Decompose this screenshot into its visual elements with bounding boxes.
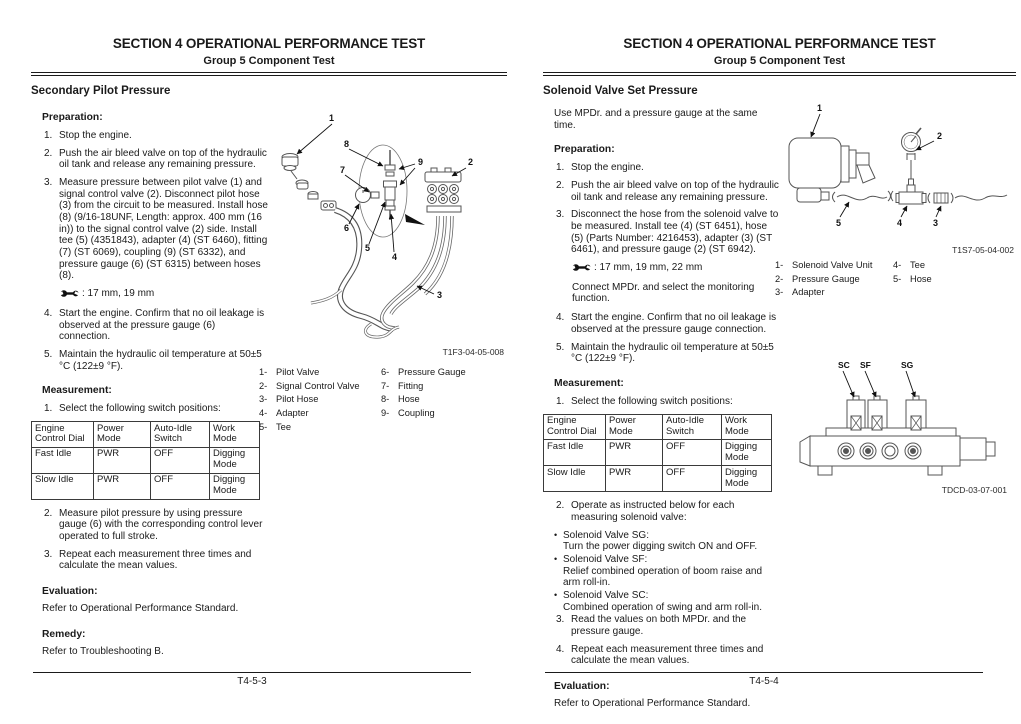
- legend-label: Hose: [398, 394, 420, 405]
- callout-4: 4: [897, 218, 903, 228]
- callout-6: 6: [344, 223, 350, 233]
- bullet-text: Combined operation of swing and arm roll-in.: [563, 601, 762, 613]
- column-header: Power Mode: [94, 422, 151, 448]
- step-number: 2.: [556, 179, 565, 191]
- table-cell: Digging Mode: [210, 447, 260, 473]
- column-header: Auto-Idle Switch: [151, 422, 210, 448]
- callout-1: 1: [329, 113, 335, 123]
- step-text: Measure pressure between pilot valve (1) and signal control valve (2). Disconnect pilot hose (3) from the circuit to be measured. Install hose (8) (9/16-18UNF, Length: approx. 400 mm (16 in)) to the signal control valve (2) side. Install tee (5) (4351843), adapter (4) (ST 6460), fitting (7) (ST 6069), coupling (9) (ST 6332), and pressure gauge (6) (ST 6315) between hoses (8).: [59, 176, 268, 282]
- connect-note: Connect MPDr. and select the monitoring function.: [572, 281, 755, 305]
- header-rule: [31, 72, 507, 76]
- measurement-step: [44, 403, 269, 415]
- step-number: 4.: [556, 643, 565, 655]
- footer-rule: [545, 672, 983, 673]
- preparation-heading: Preparation:: [42, 111, 103, 123]
- evaluation-heading: Evaluation:: [42, 585, 98, 597]
- table-row: [544, 466, 772, 492]
- measurement-step: [556, 500, 781, 523]
- table-cell: Digging Mode: [722, 440, 772, 466]
- solenoid-bullet: [554, 590, 781, 613]
- legend-label: Adapter: [792, 287, 825, 298]
- measurement-step: [556, 614, 781, 637]
- step-text: Push the air bleed valve on top of the hydraulic oil tank and release any remaining pressure.: [571, 179, 779, 203]
- legend-item: [381, 367, 466, 378]
- table-cell: Digging Mode: [722, 466, 772, 492]
- figure-code: TDCD-03-07-001: [941, 485, 1007, 495]
- remedy-heading: Remedy:: [42, 628, 86, 640]
- legend-label: Pressure Gauge: [792, 273, 860, 284]
- measurement-heading: Measurement:: [42, 385, 112, 397]
- tool-size-text: : 17 mm, 19 mm: [82, 288, 155, 300]
- evaluation-text: Refer to Operational Performance Standard.: [554, 698, 751, 710]
- figure-legend: [253, 367, 507, 435]
- page-subtitle: Group 5 Component Test: [203, 55, 335, 67]
- figure-legend: [775, 260, 1017, 301]
- table-header-row: [544, 414, 772, 440]
- column-header: Work Mode: [722, 414, 772, 440]
- legend-number: 3-: [259, 394, 268, 405]
- legend-item: [381, 394, 466, 405]
- prep-step: [556, 180, 781, 203]
- page-subtitle: Group 5 Component Test: [713, 55, 846, 67]
- prep-step: [44, 130, 269, 142]
- callout-2: 2: [468, 157, 474, 167]
- callout-5: 5: [365, 243, 371, 253]
- measurement-step: [556, 396, 781, 408]
- prep-step: [44, 349, 269, 372]
- column-header: Power Mode: [606, 414, 663, 440]
- legend-item: [381, 381, 466, 392]
- legend-number: 1-: [775, 260, 784, 270]
- legend-number: 6-: [381, 367, 390, 377]
- page-title: SECTION 4 OPERATIONAL PERFORMANCE TEST: [112, 36, 426, 51]
- step-number: 1.: [556, 395, 565, 407]
- callout-2: 2: [937, 131, 943, 141]
- legend-number: 2-: [259, 380, 268, 391]
- table-header-row: [32, 422, 260, 448]
- legend-number: 1-: [259, 367, 268, 377]
- lead-note: Use MPDr. and a pressure gauge at the same time.: [554, 107, 758, 131]
- step-text: Start the engine. Confirm that no oil leakage is observed at the pressure gauge connection.: [571, 312, 777, 335]
- measurement-step: [44, 508, 269, 543]
- pilot-pressure-diagram: [253, 98, 503, 340]
- prep-step: [556, 209, 781, 256]
- legend-item: [259, 422, 381, 433]
- prep-step: [556, 162, 781, 174]
- pilot-pressure-figure: [253, 98, 507, 435]
- step-text: Stop the engine.: [59, 129, 132, 141]
- page-left: [31, 0, 507, 724]
- table-cell: Fast Idle: [32, 447, 94, 473]
- column-header: Work Mode: [210, 422, 260, 448]
- table-cell: Fast Idle: [544, 440, 606, 466]
- legend-label: Fitting: [398, 380, 424, 391]
- footer-rule: [33, 672, 471, 673]
- callout-5: 5: [836, 218, 842, 228]
- legend-item: [381, 408, 466, 419]
- solenoid-bullet: [554, 554, 781, 589]
- evaluation-text: Refer to Operational Performance Standard.: [42, 603, 239, 615]
- prep-step: [44, 308, 269, 343]
- callout-3: 3: [437, 290, 443, 300]
- legend-label: Solenoid Valve Unit: [792, 260, 873, 270]
- callout-1: 1: [817, 103, 823, 113]
- bullet-title: Solenoid Valve SG:: [563, 529, 649, 541]
- callout-4: 4: [392, 252, 398, 262]
- step-number: 1.: [44, 129, 53, 141]
- step-number: 3.: [44, 548, 53, 560]
- step-number: 4.: [44, 307, 53, 319]
- bullet-marker: [554, 590, 563, 613]
- legend-number: 5-: [893, 273, 902, 284]
- step-text: Start the engine. Confirm that no oil leakage is observed at the pressure gauge (6) connection.: [59, 307, 265, 343]
- step-text: Push the air bleed valve on top of the hydraulic oil tank and release any remaining pressure.: [59, 147, 267, 171]
- table-cell: OFF: [151, 473, 210, 499]
- legend-item: [259, 367, 381, 378]
- legend-column: [381, 367, 466, 435]
- solenoid-hookup-diagram: [775, 98, 1015, 238]
- legend-item: [259, 381, 381, 392]
- legend-column: [259, 367, 381, 435]
- solenoid-manifold-figure: [798, 350, 1010, 495]
- table-cell: PWR: [94, 473, 151, 499]
- column-header: Engine Control Dial: [32, 422, 94, 448]
- legend-item: [893, 260, 932, 271]
- wrench-icon: [572, 262, 591, 273]
- header-rule: [543, 72, 1016, 76]
- bullet-title: Solenoid Valve SF:: [563, 553, 648, 565]
- table-cell: Digging Mode: [210, 473, 260, 499]
- legend-label: Tee: [276, 421, 291, 432]
- step-number: 3.: [44, 176, 53, 188]
- step-text: Repeat each measurement three times and calculate the mean values.: [59, 548, 252, 572]
- step-number: 5.: [556, 341, 565, 353]
- evaluation-heading: Evaluation:: [554, 681, 610, 693]
- right-text-column: [543, 85, 781, 709]
- step-text: Select the following switch positions:: [571, 395, 733, 407]
- legend-number: 2-: [775, 273, 784, 284]
- measurement-step: [556, 644, 781, 667]
- column-header: Auto-Idle Switch: [663, 414, 722, 440]
- legend-column: [893, 260, 932, 301]
- callout-9: 9: [418, 157, 424, 167]
- table-row: [544, 440, 772, 466]
- step-number: 4.: [556, 312, 565, 324]
- step-number: 1.: [44, 403, 53, 415]
- callout-7: 7: [340, 165, 346, 175]
- step-number: 1.: [556, 162, 565, 174]
- step-text: Read the values on both MPDr. and the pressure gauge.: [571, 614, 747, 638]
- legend-item: [775, 260, 893, 271]
- bullet-text: Turn the power digging switch ON and OFF.: [563, 541, 758, 553]
- legend-item: [259, 408, 381, 419]
- step-number: 5.: [44, 348, 53, 360]
- legend-number: 4-: [259, 407, 268, 418]
- prep-step: [556, 342, 781, 365]
- table-cell: OFF: [663, 440, 722, 466]
- step-text: Measure pilot pressure by using pressure gauge (6) with the corresponding control lever operated to full stroke.: [59, 507, 263, 542]
- legend-label: Coupling: [398, 407, 435, 418]
- legend-label: Hose: [910, 273, 932, 284]
- prep-step: [556, 312, 781, 335]
- step-text: Maintain the hydraulic oil temperature at 50±5 °C (122±9 °F).: [59, 348, 262, 372]
- bullet-text: Relief combined operation of boom raise and arm roll-in.: [563, 565, 763, 589]
- prep-step: [44, 148, 269, 171]
- legend-number: 4-: [893, 260, 902, 270]
- legend-column: [775, 260, 893, 301]
- page-number: T4-5-4: [749, 676, 779, 687]
- legend-number: 8-: [381, 394, 390, 405]
- tool-size-note: [572, 262, 781, 274]
- legend-item: [893, 274, 932, 285]
- solenoid-hookup-figure: [775, 98, 1017, 301]
- column-header: Engine Control Dial: [544, 414, 606, 440]
- step-number: 2.: [44, 507, 53, 519]
- step-number: 2.: [44, 147, 53, 159]
- figure-code: T1S7-05-04-002: [952, 245, 1014, 255]
- legend-label: Signal Control Valve: [276, 380, 360, 391]
- solenoid-bullet: [554, 530, 781, 553]
- legend-number: 7-: [381, 380, 390, 391]
- legend-number: 5-: [259, 421, 268, 432]
- preparation-heading: Preparation:: [554, 144, 615, 156]
- legend-item: [775, 274, 893, 285]
- bullet-marker: [554, 530, 563, 553]
- table-cell: PWR: [606, 440, 663, 466]
- left-text-column: [31, 85, 269, 657]
- section-title: Secondary Pilot Pressure: [31, 85, 171, 98]
- legend-number: 3-: [775, 287, 784, 298]
- step-text: Operate as instructed below for each measuring solenoid valve:: [571, 500, 735, 523]
- measurement-heading: Measurement:: [554, 377, 624, 389]
- switch-position-table: [543, 414, 772, 493]
- table-cell: PWR: [94, 447, 151, 473]
- switch-position-table: [31, 421, 260, 500]
- step-text: Repeat each measurement three times and calculate the mean values.: [571, 643, 764, 667]
- section-title: Solenoid Valve Set Pressure: [543, 85, 698, 98]
- legend-label: Adapter: [276, 407, 309, 418]
- step-number: 2.: [556, 500, 565, 512]
- tool-size-note: [60, 288, 269, 300]
- table-cell: Slow Idle: [32, 473, 94, 499]
- legend-number: 9-: [381, 407, 390, 418]
- legend-item: [775, 287, 893, 298]
- step-text: Stop the engine.: [571, 162, 644, 174]
- legend-label: Pilot Valve: [276, 367, 320, 377]
- wrench-icon: [60, 288, 79, 299]
- solenoid-manifold-diagram: [798, 350, 1008, 478]
- page-right: [543, 0, 1016, 724]
- step-text: Maintain the hydraulic oil temperature at 50±5 °C (122±9 °F).: [571, 341, 774, 365]
- figure-code: T1F3-04-05-008: [442, 347, 504, 357]
- valve-label-sf: SF: [860, 360, 871, 370]
- callout-8: 8: [344, 139, 350, 149]
- legend-label: Pressure Gauge: [398, 367, 466, 377]
- valve-label-sc: SC: [838, 360, 850, 370]
- remedy-text: Refer to Troubleshooting B.: [42, 645, 164, 657]
- step-text: Select the following switch positions:: [59, 403, 221, 415]
- table-cell: Slow Idle: [544, 466, 606, 492]
- step-text: Disconnect the hose from the solenoid valve to be measured. Install tee (4) (ST 6451), hose (5) (Parts Number: 4216453), adapter (3) (ST 6461), and pressure gauge (2) (ST 6942).: [571, 209, 779, 256]
- prep-step: [44, 177, 269, 282]
- legend-item: [259, 394, 381, 405]
- table-row: [32, 447, 260, 473]
- legend-label: Pilot Hose: [276, 394, 319, 405]
- callout-3: 3: [933, 218, 939, 228]
- legend-label: Tee: [910, 260, 925, 270]
- bullet-title: Solenoid Valve SC:: [563, 589, 649, 601]
- page-number: T4-5-3: [237, 676, 267, 687]
- measurement-step: [44, 549, 269, 572]
- table-cell: PWR: [606, 466, 663, 492]
- valve-label-sg: SG: [901, 360, 914, 370]
- tool-size-text: : 17 mm, 19 mm, 22 mm: [594, 262, 703, 274]
- table-row: [32, 473, 260, 499]
- page-title: SECTION 4 OPERATIONAL PERFORMANCE TEST: [623, 36, 936, 51]
- step-number: 3.: [556, 614, 565, 626]
- bullet-marker: [554, 554, 563, 589]
- step-number: 3.: [556, 209, 565, 221]
- table-cell: OFF: [663, 466, 722, 492]
- table-cell: OFF: [151, 447, 210, 473]
